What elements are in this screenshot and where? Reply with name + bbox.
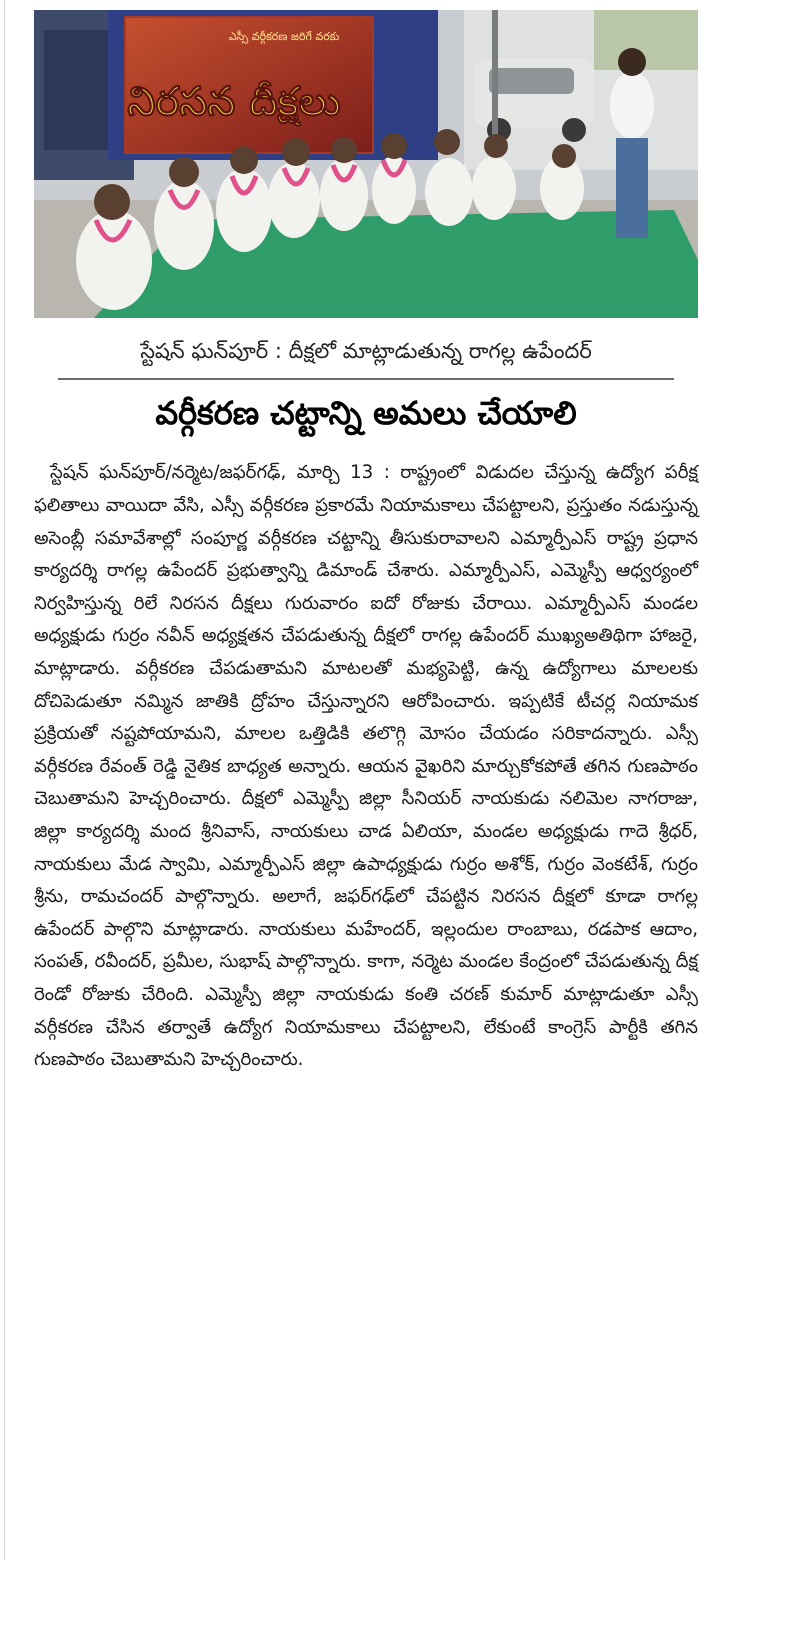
article-headline: వర్గీకరణ చట్టాన్ని అమలు చేయాలి	[155, 394, 577, 432]
article-body: స్టేషన్ ఘన్‌పూర్/నర్మెట/జఫర్‌గఢ్, మార్చి 13 : రాష్ట్రంలో విడుదల చేస్తున్న ఉద్యోగ పరీక్ష ఫలితాలు వాయిదా వేసి, ఎస్సీ వర్గీకరణ ప్రకారమే నియామకాలు చేపట్టాలని, ప్రస్తుతం నడుస్తున్న అసెంబ్లీ సమావేశాల్లో సంపూర్ణ వర్గీకరణ చట్టాన్ని తీసుకురావాలని ఎమ్మార్పీఎస్ రాష్ట్ర ప్రధాన కార్యదర్శి రాగల్ల ఉపేందర్ ప్రభుత్వాన్ని డిమాండ్ చేశారు. ఎమ్మార్పీఎస్, ఎమ్మెస్పీ ఆధ్వర్యంలో నిర్వహిస్తున్న రిలే నిరసన దీక్షలు గురువారం ఐదో రోజుకు చేరాయి. ఎమ్మార్పీఎస్ మండల అధ్యక్షుడు గుర్రం నవీన్ అధ్యక్షతన చేపడుతున్న దీక్షలో రాగల్ల ఉపేందర్ ముఖ్యఅతిథిగా హాజరై, మాట్లాడారు. వర్గీకరణ చేపడుతామని మాటలతో మభ్యపెట్టి, ఉన్న ఉద్యోగాలు మాలలకు దోచిపెడుతూ నమ్మిన జాతికి ద్రోహం చేస్తున్నారని ఆరోపించారు. ఇప్పటికే టీచర్ల నియామక ప్రక్రియతో నష్టపోయామని, మాలల ఒత్తిడికి తలొగ్గి మోసం చేయడం సరికాదన్నారు. ఎస్సీ వర్గీకరణ రేవంత్ రెడ్డి నైతిక బాధ్యత అన్నారు. ఆయన వైఖరిని మార్చుకోకపోతే తగిన గుణపాఠం చెబుతామని హెచ్చరించారు. దీక్షలో ఎమ్మెస్పీ జిల్లా సీనియర్ నాయకుడు నలిమెల నాగరాజు, జిల్లా కార్యదర్శి మంద శ్రీనివాస్, నాయకులు చాడ ఏలియా, మండల అధ్యక్షుడు గాదె శ్రీధర్, నాయకులు మేడ స్వామి, ఎమ్మార్పీఎస్ జిల్లా ఉపాధ్యక్షుడు గుర్రం అశోక్, గుర్రం వెంకటేశ్, గుర్రం శ్రీను, రామచందర్ పాల్గొన్నారు. అలాగే, జఫర్‌గఢ్‌లో చేపట్టిన నిరసన దీక్షలో కూడా రాగల్ల ఉపేందర్ పాల్గొని మాట్లాడారు. నాయకులు మహేందర్, ఇల్లందుల రాంబాబు, రడపాక ఆదాం, సంపత్, రవీందర్, ప్రమీల, సుభాష్ పాల్గొన్నారు. కాగా, నర్మెట మండల కేంద్రంలో చేపడుతున్న దీక్ష రెండో రోజుకు చేరింది. ఎమ్మెస్పీ జిల్లా నాయకుడు కంతి చరణ్ కుమార్ మాట్లాడుతూ ఎస్సీ వర్గీకరణ చేసిన తర్వాతే ఉద్యోగ నియామకాలు చేపట్టాలని, లేకుంటే కాంగ్రెస్ పార్టీకి తగిన గుణపాఠం చెబుతామని హెచ్చరించారు.	[34, 462, 698, 1071]
protest-photo-illustration	[34, 10, 698, 318]
page-left-rule	[4, 0, 5, 1560]
banner-title: నిరసన దీక్షలు	[127, 79, 341, 125]
photo-caption: స్టేషన్ ఘన్‌పూర్ : దీక్షలో మాట్లాడుతున్న రాగల్ల ఉపేందర్	[140, 339, 592, 363]
caption-divider	[58, 378, 674, 380]
article-photo	[34, 10, 698, 318]
banner-subtext: ఎస్సీ వర్గీకరణ జరిగే వరకు	[228, 30, 340, 43]
news-article	[34, 10, 698, 1095]
